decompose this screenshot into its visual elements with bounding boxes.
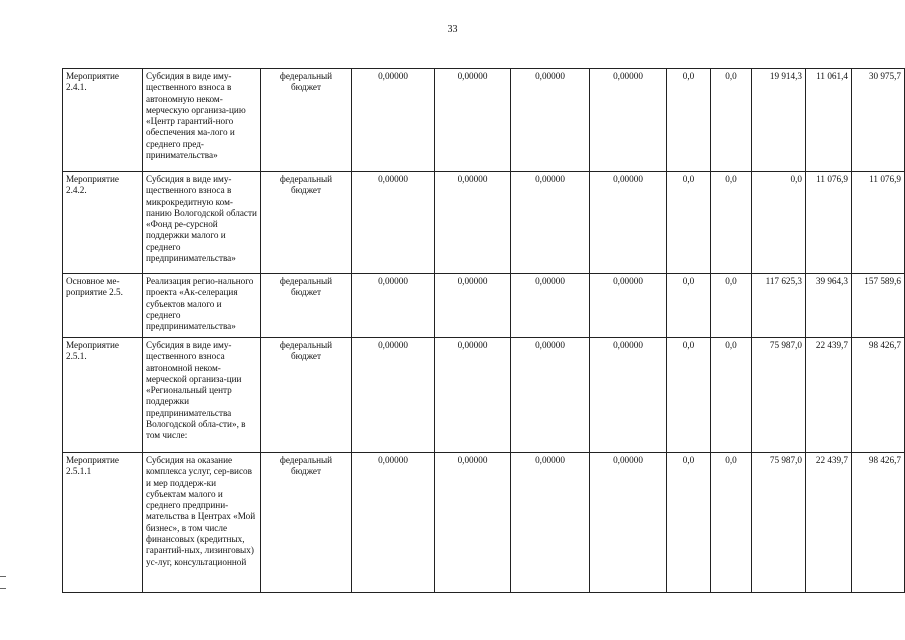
value-cell: 0,00000: [511, 338, 590, 453]
row-name: Субсидия в виде иму-щественного взноса автономной неком-мерческой организа-ции «Региональный центр поддержки предпринимательства Вологодской обла-сти», в том числе:: [143, 338, 261, 453]
row-name: Субсидия в виде иму-щественного взноса в микрокредитную ком-панию Вологодской области «Фонд ре-сурсной поддержки малого и среднего предпринимательства»: [143, 172, 261, 274]
value-cell: 75 987,0: [752, 338, 806, 453]
row-code: Мероприятие 2.4.1.: [63, 69, 143, 172]
value-cell: 0,00000: [352, 172, 435, 274]
funding-source: федеральный бюджет: [261, 172, 352, 274]
table-row: [63, 338, 905, 453]
funding-source: федеральный бюджет: [261, 274, 352, 338]
value-cell: 0,00000: [590, 453, 667, 593]
table-row: [63, 172, 905, 274]
value-cell: 0,00000: [435, 453, 511, 593]
value-cell: 0,00000: [590, 274, 667, 338]
funding-source: федеральный бюджет: [261, 338, 352, 453]
funding-source: федеральный бюджет: [261, 69, 352, 172]
value-cell: 0,0: [711, 69, 752, 172]
value-cell: 0,00000: [435, 69, 511, 172]
value-cell: 0,0: [711, 274, 752, 338]
value-cell: 0,00000: [590, 338, 667, 453]
row-code: Основное ме-роприятие 2.5.: [63, 274, 143, 338]
value-cell: 19 914,3: [752, 69, 806, 172]
value-cell: 22 439,7: [806, 453, 852, 593]
value-cell: 0,00000: [352, 453, 435, 593]
scan-edge-mark: [0, 588, 6, 589]
value-cell: 39 964,3: [806, 274, 852, 338]
value-cell: 0,00000: [352, 274, 435, 338]
value-cell: 0,00000: [590, 172, 667, 274]
budget-table: [62, 68, 905, 593]
value-cell: 0,00000: [352, 338, 435, 453]
table-row: [63, 274, 905, 338]
value-cell: 0,0: [711, 172, 752, 274]
row-name: Субсидия в виде иму-щественного взноса в автономную неком-мерческую организа-цию «Центр гарантий-ного обеспечения ма-лого и среднего пред-принимательства»: [143, 69, 261, 172]
page-number: 33: [447, 24, 458, 35]
value-cell: 0,00000: [435, 338, 511, 453]
value-cell: 0,0: [667, 69, 711, 172]
table-row: [63, 453, 905, 593]
value-cell: 98 426,7: [852, 453, 905, 593]
value-cell: 157 589,6: [852, 274, 905, 338]
value-cell: 0,0: [667, 172, 711, 274]
row-code: Мероприятие 2.5.1.: [63, 338, 143, 453]
value-cell: 0,0: [667, 274, 711, 338]
value-cell: 0,0: [752, 172, 806, 274]
value-cell: 117 625,3: [752, 274, 806, 338]
value-cell: 22 439,7: [806, 338, 852, 453]
value-cell: 75 987,0: [752, 453, 806, 593]
value-cell: 0,0: [667, 453, 711, 593]
value-cell: 0,00000: [511, 453, 590, 593]
value-cell: 0,00000: [511, 172, 590, 274]
value-cell: 98 426,7: [852, 338, 905, 453]
value-cell: 0,00000: [590, 69, 667, 172]
value-cell: 0,0: [667, 338, 711, 453]
value-cell: 0,0: [711, 453, 752, 593]
value-cell: 0,00000: [511, 69, 590, 172]
value-cell: 0,00000: [435, 274, 511, 338]
row-name: Реализация регио-нального проекта «Ак-селерация субъектов малого и среднего предпринимательства»: [143, 274, 261, 338]
row-code: Мероприятие 2.5.1.1: [63, 453, 143, 593]
value-cell: 0,00000: [435, 172, 511, 274]
row-name: Субсидия на оказание комплекса услуг, сер-висов и мер поддерж-ки субъектам малого и среднего предприни-мательства в Центрах «Мой бизнес», в том числе финансовых (кредитных, гарантий-ных, лизинговых) ус-луг, консультационной: [143, 453, 261, 593]
funding-source: федеральный бюджет: [261, 453, 352, 593]
table-row: [63, 69, 905, 172]
value-cell: 11 076,9: [806, 172, 852, 274]
value-cell: 0,0: [711, 338, 752, 453]
scan-edge-mark: [0, 576, 6, 577]
value-cell: 0,00000: [511, 274, 590, 338]
value-cell: 11 076,9: [852, 172, 905, 274]
value-cell: 30 975,7: [852, 69, 905, 172]
value-cell: 11 061,4: [806, 69, 852, 172]
value-cell: 0,00000: [352, 69, 435, 172]
row-code: Мероприятие 2.4.2.: [63, 172, 143, 274]
